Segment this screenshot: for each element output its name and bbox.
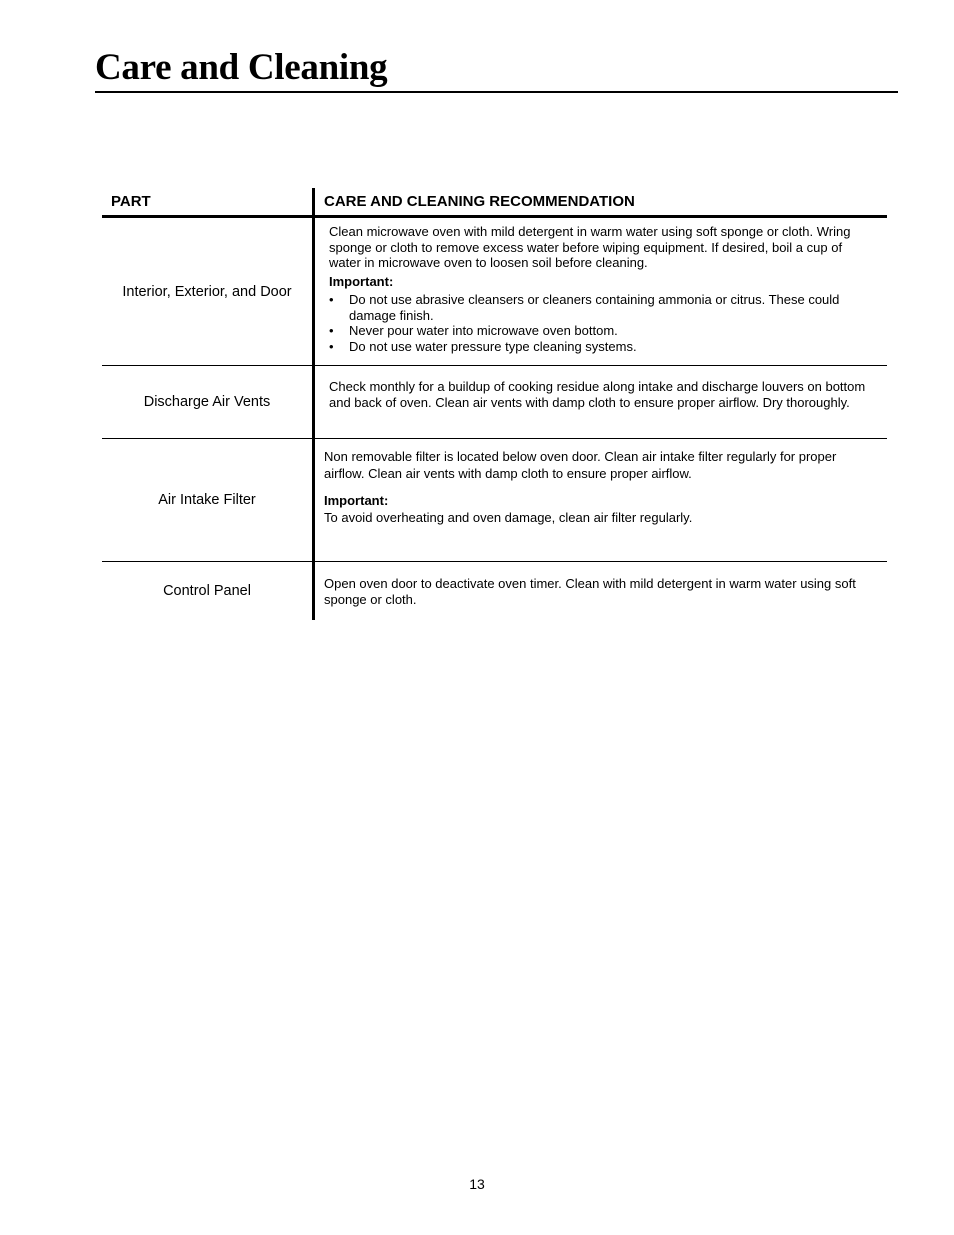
table-row [102,439,887,562]
title-rule [95,91,898,93]
recommendation-cell [315,366,887,438]
important-note: To avoid overheating and oven damage, clean air filter regularly. [324,510,693,525]
bullet-item: • Do not use abrasive cleansers or cleaners containing ammonia or citrus. These could damage finish. [329,292,877,323]
part-cell: Interior, Exterior, and Door [102,218,315,365]
bullet-item: • Never pour water into microwave oven bottom. [329,323,877,339]
part-cell: Control Panel [102,562,315,620]
recommendation-text: Check monthly for a buildup of cooking residue along intake and discharge louvers on bottom and back of oven. Clean air vents with damp cloth to ensure proper airflow. Dry thoroughly. [329,379,866,410]
table-row [102,562,887,620]
page-number: 13 [469,1176,485,1192]
important-label: Important: [324,493,389,508]
recommendation-cell [315,439,887,561]
important-label: Important: [329,273,394,289]
part-cell: Air Intake Filter [102,439,315,561]
recommendation-text: Open oven door to deactivate oven timer. Clean with mild detergent in warm water using soft sponge or cloth. [324,576,856,607]
page-title: Care and Cleaning [95,47,388,88]
bullet-item: • Do not use water pressure type cleaning systems. [329,339,877,355]
header-recommendation: CARE AND CLEANING RECOMMENDATION [324,192,635,210]
table-row [102,218,887,366]
recommendation-cell [315,218,887,365]
recommendation-text: Clean microwave oven with mild detergent in warm water using soft sponge or cloth. Wring sponge or cloth to remove excess water before wiping equipment. If desired, boil a cup of water in microwave oven to loosen soil before cleaning. [329,224,851,270]
care-cleaning-table [102,188,887,620]
table-row [102,366,887,439]
recommendation-text: Non removable filter is located below oven door. Clean air intake filter regularly for proper airflow. Clean air vents with damp cloth to ensure proper airflow. [324,449,837,481]
bullet-list [329,292,877,354]
table-header-row [102,188,887,218]
header-part: PART [102,188,315,215]
part-cell: Discharge Air Vents [102,366,315,438]
recommendation-cell [315,562,887,620]
